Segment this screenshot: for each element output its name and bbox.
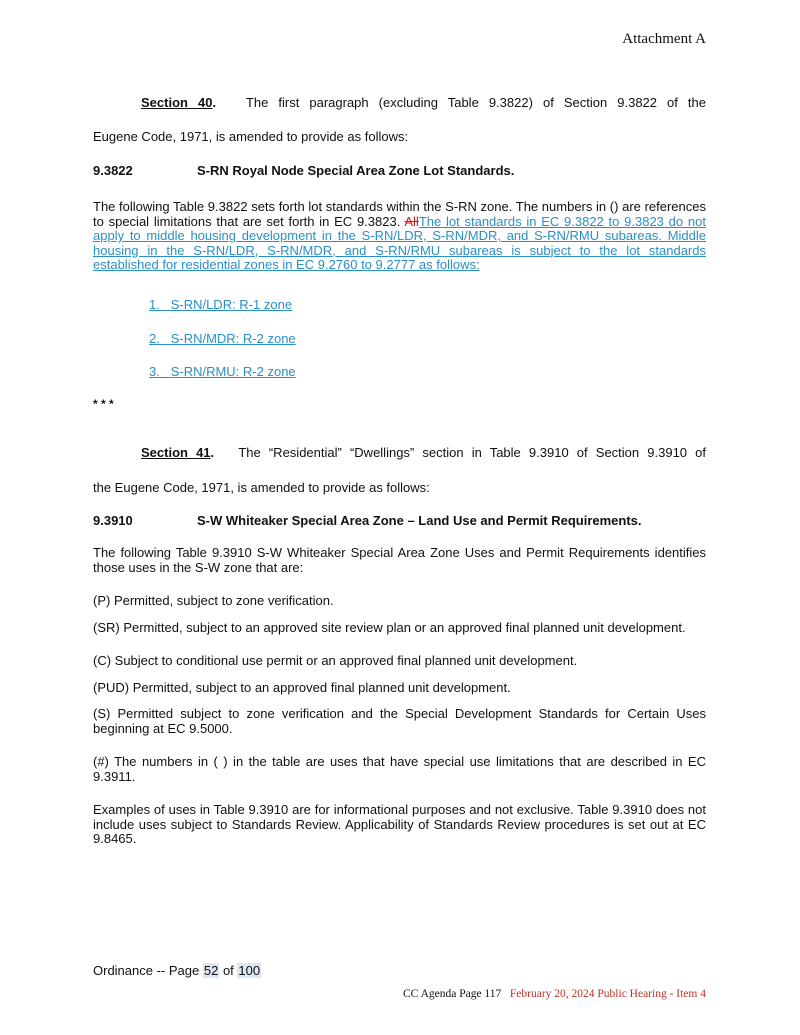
paragraph-text: The following Table 9.3822 sets forth lot standards within the S-RN zone. The numbers in () are references to special limitations that are set forth in EC 9.3823. — [93, 199, 706, 229]
list-item: 1. S-RN/LDR: R-1 zone — [149, 297, 293, 312]
paragraph: (SR) Permitted, subject to an approved site review plan or an approved final planned unit development. — [93, 619, 686, 635]
section-41-intro: Section 41. The “Residential” “Dwellings” section in Table 9.3910 of Section 9.3910 of — [141, 445, 706, 460]
agenda-footer — [403, 988, 706, 1000]
page-number: 52 — [203, 963, 219, 978]
paragraph: (#) The numbers in ( ) in the table are uses that have special use limitations that are described in EC 9.3911. — [93, 754, 706, 784]
paragraph: The following Table 9.3910 S-W Whiteaker Special Area Zone Uses and Permit Requirements identifies those uses in the S-W zone that are: — [93, 545, 706, 575]
section-41-label: Section 41 — [141, 445, 211, 460]
section-40-label: Section 40 — [141, 95, 213, 110]
section-40-intro-text: The first paragraph (excluding Table 9.3822) of Section 9.3822 of the — [245, 95, 706, 110]
paragraph: (PUD) Permitted, subject to an approved final planned unit development. — [93, 679, 511, 695]
agenda-page: CC Agenda Page 117 — [402, 988, 502, 1000]
of-label: of — [222, 963, 234, 978]
hearing-label: February 20, 2024 Public Hearing - Item 4 — [509, 988, 706, 1000]
lot-standards-paragraph — [93, 200, 706, 273]
section-40-intro: Section 40. The first paragraph (excluding Table 9.3822) of Section 9.3822 of the — [141, 95, 706, 110]
deleted-text: All — [404, 213, 419, 229]
section-41-intro-text: The “Residential” “Dwellings” section in Table 9.3910 of Section 9.3910 of — [238, 445, 706, 460]
paragraph: Examples of uses in Table 9.3910 are for informational purposes and not exclusive. Table 9.3910 does not include uses subject to Standards Review. Applicability of Standards Review procedures is set out at EC 9.8465. — [93, 802, 706, 846]
list-item: 3. S-RN/RMU: R-2 zone — [149, 364, 296, 379]
ordinance-label: Ordinance -- Page — [93, 963, 200, 978]
code-title: S-RN Royal Node Special Area Zone Lot Standards. — [197, 163, 515, 178]
code-number: 9.3910 — [93, 513, 133, 528]
inserted-text: The lot standards in EC 9.3822 to 9.3823 do not apply to middle housing development in the S-RN/LDR, S-RN/MDR, and S-RN/RMU subareas. Middle housing in the S-RN/LDR, S-RN/MDR, and S-RN/RMU subareas is subject to the lot standards established for residential zones in EC 9.2760 to 9.2777 as follows: — [93, 213, 706, 272]
list-item: 2. S-RN/MDR: R-2 zone — [149, 330, 296, 346]
section-41-intro-line2: the Eugene Code, 1971, is amended to provide as follows: — [93, 480, 430, 495]
paragraph: (P) Permitted, subject to zone verification. — [93, 593, 334, 608]
code-title: S-W Whiteaker Special Area Zone – Land Use and Permit Requirements. — [197, 513, 642, 528]
section-41-paragraphs — [93, 546, 706, 847]
section-40-intro-line2: Eugene Code, 1971, is amended to provide as follows: — [93, 129, 409, 144]
paragraph: (C) Subject to conditional use permit or an approved final planned unit development. — [93, 653, 578, 668]
code-heading-9-3910 — [93, 513, 642, 528]
page-total: 100 — [238, 963, 261, 978]
zone-list — [149, 298, 296, 399]
ordinance-page-footer — [93, 963, 261, 978]
code-heading-9-3822 — [93, 163, 515, 178]
omission-stars: * * * — [93, 397, 114, 411]
attachment-label: Attachment A — [622, 31, 706, 47]
paragraph: (S) Permitted subject to zone verification and the Special Development Standards for Certain Uses beginning at EC 9.5000. — [93, 706, 706, 736]
code-number: 9.3822 — [93, 163, 133, 178]
